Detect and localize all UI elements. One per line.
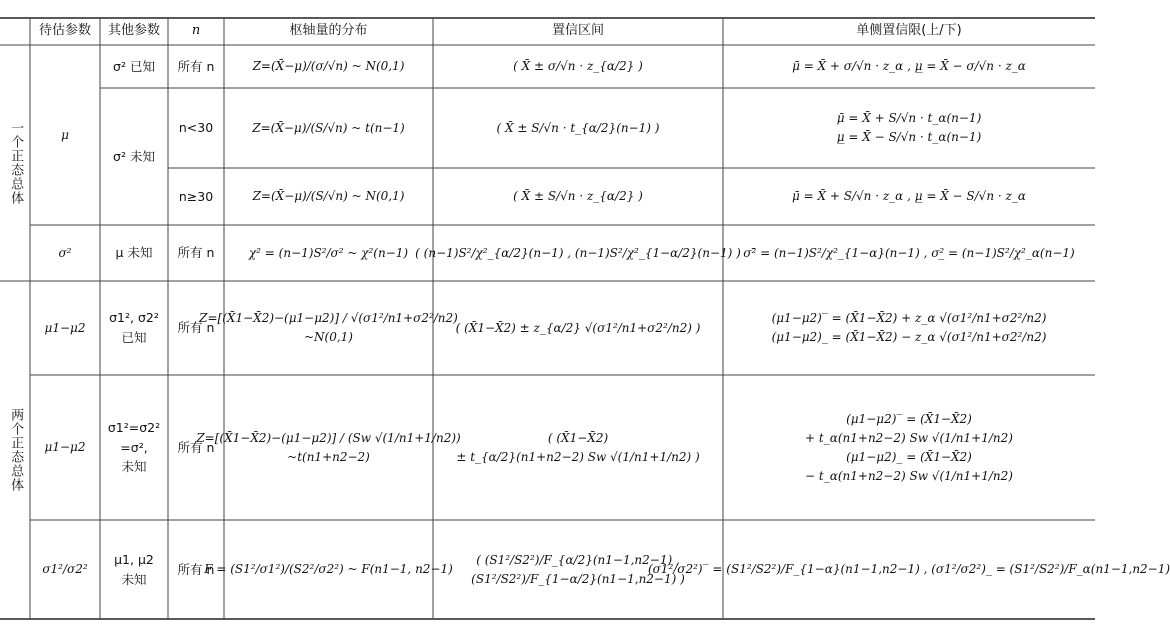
pivot-formula: Z=(X̄−μ)/(σ/√n) ~ N(0,1) — [252, 59, 405, 73]
interval-formula: ( X̄ ± σ/√n · z_{α/2} ) — [513, 59, 643, 73]
limit-formula: μ̲ = X̄ − S/√n · t_α(n−1) — [836, 130, 982, 144]
pivot-formula: Z=[(X̄1−X̄2)−(μ1−μ2)] / √(σ1²/n1+σ2²/n2) — [199, 311, 458, 325]
limit-formula: σ²̄ = (n−1)S²/χ²_{1−α}(n−1) , σ²̲ = (n−1)S²/χ²_α(n−1) — [743, 245, 1075, 260]
n-cell: 所有 n — [177, 245, 215, 261]
other-params-cell: σ² 已知 — [113, 58, 155, 74]
limit-formula: (μ1−μ2)_ = (X̄1−X̄2) − z_α √(σ1²/n1+σ2²/n2) — [771, 330, 1047, 344]
limits-cell — [723, 225, 1095, 281]
limit-formula: μ̄ = X̄ + S/√n · t_α(n−1) — [836, 111, 982, 125]
header-one-sided-limits: 单侧置信限(上/下) — [856, 23, 962, 39]
param-cell: σ² — [58, 245, 72, 260]
other-params-line: 已知 — [121, 330, 147, 345]
header-blank — [0, 18, 30, 45]
group-one-population-cell — [0, 45, 30, 281]
n-cell: 所有 n — [177, 439, 215, 455]
limits-cell — [723, 45, 1095, 88]
param-cell: μ1−μ2 — [44, 320, 86, 335]
limit-formula: − t_α(n1+n2−2) Sw √(1/n1+1/n2) — [805, 468, 1013, 483]
interval-formula: ( (S1²/S2²)/F_{α/2}(n1−1,n2−1) , — [476, 552, 680, 567]
other-params-cell — [100, 281, 168, 375]
param-mu: μ — [61, 127, 69, 142]
pivot-formula: χ² = (n−1)S²/σ² ~ χ²(n−1) — [248, 245, 409, 260]
pivot-cell — [224, 88, 433, 168]
other-params-line: 未知 — [121, 459, 147, 475]
limits-cell — [723, 281, 1095, 375]
other-params-line: =σ², — [120, 439, 148, 455]
limit-formula: (μ1−μ2)_ = (X̄1−X̄2) — [846, 449, 972, 464]
group-two-populations: 两个正态总体 — [8, 408, 24, 492]
n-cell: n≥30 — [178, 188, 214, 204]
pivot-cell — [204, 520, 453, 619]
n-cell: 所有 n — [177, 58, 215, 74]
interval-formula: ( (X̄1−X̄2) ± z_{α/2} √(σ1²/n1+σ2²/n2) ) — [455, 320, 701, 335]
pivot-formula: ~N(0,1) — [303, 330, 353, 344]
interval-cell — [433, 88, 723, 168]
interval-formula: ( (n−1)S²/χ²_{α/2}(n−1) , (n−1)S²/χ²_{1−α/2}(n−1) ) — [415, 245, 741, 260]
limit-formula: μ̄ = X̄ + S/√n · z_α , μ̲ = X̄ − S/√n · z_α — [792, 189, 1026, 203]
group-two-populations-cell — [0, 281, 30, 619]
header-estimated-param: 待估参数 — [38, 23, 91, 39]
interval-formula: ( X̄ ± S/√n · t_{α/2}(n−1) ) — [496, 120, 660, 135]
other-params-line: σ1², σ2² — [109, 310, 159, 326]
header-confidence-interval: 置信区间 — [551, 23, 604, 39]
other-params-cell — [100, 375, 168, 520]
other-sigma-unknown: σ² 未知 — [113, 148, 155, 164]
pivot-cell — [199, 281, 458, 375]
limit-formula: μ̄ = X̄ + σ/√n · z_α , μ̲ = X̄ − σ/√n · z_α — [792, 59, 1026, 73]
other-params-cell — [100, 520, 168, 619]
pivot-formula: F = (S1²/σ1²)/(S2²/σ2²) ~ F(n1−1, n2−1) — [204, 562, 453, 576]
group-one-population: 一个正态总体 — [8, 121, 24, 205]
n-cell: n<30 — [178, 120, 214, 136]
header-pivot-distribution: 枢轴量的分布 — [289, 23, 368, 39]
interval-cell — [433, 281, 723, 375]
param-cell: μ1−μ2 — [44, 440, 86, 454]
interval-cell — [433, 168, 723, 225]
pivot-cell — [224, 45, 433, 88]
limit-formula: (σ1²/σ2²)‾ = (S1²/S2²)/F_{1−α}(n1−1,n2−1) , (σ1²/σ2²)_ = (S1²/S2²)/F_α(n1−1,n2−1) — [647, 562, 1170, 576]
other-params-cell: μ 未知 — [115, 245, 153, 261]
param-cell: σ1²/σ2² — [42, 562, 88, 576]
pivot-cell — [224, 168, 433, 225]
interval-formula: ( (X̄1−X̄2) — [547, 430, 609, 445]
other-params-line: μ1, μ2 — [114, 551, 154, 567]
header-other-params: 其他参数 — [107, 23, 160, 39]
interval-formula: (S1²/S2²)/F_{1−α/2}(n1−1,n2−1) ) — [471, 571, 685, 586]
limits-cell — [647, 520, 1170, 619]
header-n: n — [191, 23, 201, 39]
interval-cell — [433, 45, 723, 88]
interval-formula: ( X̄ ± S/√n · z_{α/2} ) — [513, 189, 643, 203]
pivot-formula: Z=(X̄−μ)/(S/√n) ~ N(0,1) — [252, 189, 405, 203]
n-cell: 所有 n — [177, 561, 215, 577]
n-cell: 所有 n — [177, 320, 215, 336]
pivot-formula: ~t(n1+n2−2) — [287, 449, 370, 464]
limits-cell — [723, 168, 1095, 225]
limit-formula: (μ1−μ2)‾ = (X̄1−X̄2) — [846, 411, 972, 426]
interval-formula: ± t_{α/2}(n1+n2−2) Sw √(1/n1+1/n2) ) — [456, 449, 700, 464]
interval-cell — [415, 225, 741, 281]
pivot-cell — [224, 225, 433, 281]
other-params-line: σ1²=σ2² — [107, 420, 161, 436]
limit-formula: + t_α(n1+n2−2) Sw √(1/n1+1/n2) — [805, 430, 1013, 445]
interval-cell — [433, 375, 723, 520]
limits-cell — [723, 88, 1095, 168]
pivot-formula: Z=[(X̄1−X̄2)−(μ1−μ2)] / (Sw √(1/n1+1/n2)) — [196, 430, 461, 445]
limit-formula: (μ1−μ2)‾ = (X̄1−X̄2) + z_α √(σ1²/n1+σ2²/n2) — [771, 311, 1047, 325]
other-params-line: 未知 — [121, 571, 147, 587]
limits-cell — [723, 375, 1095, 520]
pivot-formula: Z=(X̄−μ)/(S/√n) ~ t(n−1) — [252, 120, 405, 135]
